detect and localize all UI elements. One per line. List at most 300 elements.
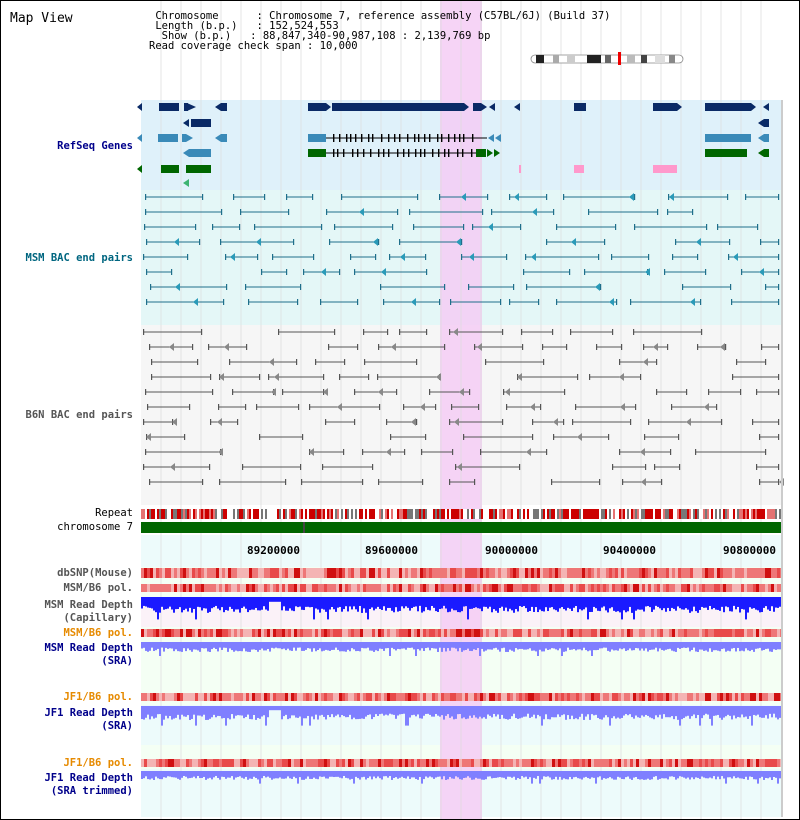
repeat-element <box>249 509 251 519</box>
read-depth-bar <box>727 771 729 777</box>
polymorphism-cell <box>354 584 357 592</box>
polymorphism-cell <box>216 759 219 767</box>
bac-end <box>379 404 380 410</box>
read-depth-bar <box>363 706 365 719</box>
polymorphism-cell <box>648 568 651 578</box>
polymorphism-cell <box>474 629 477 637</box>
repeat-element <box>159 509 161 519</box>
read-depth-bar <box>253 706 255 715</box>
polymorphism-cell <box>630 759 633 767</box>
read-depth-bar <box>755 642 757 649</box>
read-depth-bar <box>461 597 463 611</box>
exon <box>448 134 449 142</box>
read-depth-bar <box>753 706 755 715</box>
bac-end <box>728 254 729 260</box>
read-depth-bar <box>189 642 191 650</box>
bac-end <box>413 224 414 230</box>
read-depth-bar <box>429 642 431 650</box>
bac-end <box>765 284 766 290</box>
read-depth-bar <box>725 771 727 784</box>
read-depth-bar <box>549 771 551 777</box>
repeat-track[interactable] <box>141 509 781 519</box>
read-depth-bar <box>661 771 663 778</box>
polymorphism-cell <box>351 693 354 701</box>
polymorphism-cell <box>762 568 765 578</box>
read-depth-bar <box>365 706 367 717</box>
ideogram-position-marker <box>618 52 621 65</box>
read-depth-bar <box>591 706 593 714</box>
polymorphism-cell <box>144 584 147 592</box>
polymorphism-cell <box>468 693 471 701</box>
read-depth-bar <box>747 642 749 650</box>
repeat-element <box>649 509 651 519</box>
exon <box>350 134 351 142</box>
polymorphism-cell <box>621 568 624 578</box>
read-depth-bar <box>161 597 163 607</box>
read-depth-bar <box>665 642 667 650</box>
bac-end <box>656 359 657 365</box>
read-depth-bar <box>639 597 641 610</box>
repeat-element <box>743 509 745 519</box>
read-depth-bar <box>593 597 595 607</box>
polymorphism-cell <box>696 759 699 767</box>
polymorphism-cell <box>336 584 339 592</box>
repeat-element <box>603 509 605 519</box>
polymorphism-cell <box>738 759 741 767</box>
polymorphism-cell <box>228 629 231 637</box>
read-depth-bar <box>345 597 347 606</box>
polymorphism-cell <box>207 629 210 637</box>
repeat-element <box>495 509 497 519</box>
exon <box>437 134 438 142</box>
repeat-element <box>141 509 143 519</box>
read-depth-bar <box>503 706 505 718</box>
polymorphism-cell <box>654 584 657 592</box>
read-depth-bar <box>205 771 207 780</box>
bac-end <box>621 344 622 350</box>
bac-end <box>422 479 423 485</box>
polymorphism-cell <box>519 629 522 637</box>
polymorphism-cell <box>288 759 291 767</box>
read-depth-bar <box>441 642 443 652</box>
read-depth-bar <box>161 771 163 779</box>
polymorphism-cell <box>150 568 153 578</box>
bac-end <box>229 359 230 365</box>
bac-end <box>563 194 564 200</box>
read-depth-bar <box>587 642 589 651</box>
polymorphism-cell <box>240 629 243 637</box>
chromosome-ideogram[interactable] <box>531 52 683 65</box>
read-depth-bar <box>261 642 263 649</box>
read-depth-bar <box>321 597 323 609</box>
jf1-b6-pol-label-2[interactable]: JF1/B6 pol. <box>63 757 133 769</box>
read-depth-bar <box>451 642 453 648</box>
read-depth-bar <box>771 597 773 606</box>
read-depth-bar <box>397 771 399 779</box>
read-depth-bar <box>403 706 405 714</box>
polymorphism-cell <box>351 568 354 578</box>
read-depth-bar <box>743 706 745 717</box>
read-depth-bar <box>655 642 657 648</box>
polymorphism-cell <box>327 584 330 592</box>
read-depth-bar <box>467 706 469 719</box>
polymorphism-cell <box>729 693 732 701</box>
polymorphism-cell <box>447 568 450 578</box>
polymorphism-cell <box>699 759 702 767</box>
polymorphism-cell <box>189 584 192 592</box>
read-depth-bar <box>429 706 431 715</box>
read-depth-bar <box>673 706 675 719</box>
read-depth-bar <box>775 706 777 718</box>
polymorphism-cell <box>672 693 675 701</box>
exon <box>333 134 334 142</box>
bac-end <box>429 389 430 395</box>
repeat-element <box>347 509 349 519</box>
read-depth-bar <box>415 642 417 656</box>
bac-end <box>648 254 649 260</box>
read-depth-bar <box>285 597 287 611</box>
read-depth-bar <box>453 642 455 648</box>
bac-end <box>708 389 709 395</box>
repeat-element <box>241 509 243 519</box>
read-depth-bar <box>353 706 355 718</box>
read-depth-bar <box>199 642 201 652</box>
read-depth-bar <box>359 706 361 719</box>
read-depth-bar <box>591 597 593 612</box>
repeat-element <box>635 509 637 519</box>
read-depth-bar <box>573 597 575 608</box>
read-depth-bar <box>741 597 743 609</box>
polymorphism-cell <box>681 568 684 578</box>
read-depth-bar <box>383 642 385 651</box>
polymorphism-cell <box>618 693 621 701</box>
bac-end <box>697 254 698 260</box>
polymorphism-cell <box>642 568 645 578</box>
read-depth-bar <box>693 706 695 714</box>
polymorphism-cell <box>486 759 489 767</box>
read-depth-bar <box>555 706 557 717</box>
read-depth-bar <box>561 771 563 780</box>
read-depth-bar <box>275 706 277 710</box>
read-depth-bar <box>523 597 525 606</box>
polymorphism-cell <box>462 629 465 637</box>
read-depth-bar <box>681 706 683 719</box>
read-depth-bar <box>435 597 437 611</box>
read-depth-bar <box>439 771 441 777</box>
polymorphism-cell <box>348 693 351 701</box>
msm-b6-pol-label-2[interactable]: MSM/B6 pol. <box>63 627 133 639</box>
read-depth-bar <box>225 706 227 726</box>
repeat-label[interactable]: Repeat <box>95 507 133 519</box>
read-depth-bar <box>205 642 207 648</box>
polymorphism-cell <box>588 759 591 767</box>
read-depth-bar <box>415 597 417 606</box>
read-depth-bar <box>717 706 719 715</box>
read-depth-bar <box>253 642 255 649</box>
bac-end <box>678 434 679 440</box>
read-depth-bar <box>145 597 147 606</box>
polymorphism-cell <box>597 568 600 578</box>
bac-end <box>240 209 241 215</box>
repeat-element <box>183 509 185 519</box>
read-depth-bar <box>765 771 767 778</box>
polymorphism-cell <box>474 759 477 767</box>
read-depth-bar <box>695 642 697 652</box>
read-depth-bar <box>317 597 319 610</box>
repeat-element <box>411 509 413 519</box>
polymorphism-cell <box>465 629 468 637</box>
polymorphism-cell <box>417 584 420 592</box>
read-depth-bar <box>479 642 481 656</box>
repeat-element <box>283 509 285 519</box>
read-depth-bar <box>621 771 623 779</box>
read-depth-bar <box>187 706 189 715</box>
read-depth-bar <box>719 706 721 718</box>
bac-end <box>765 449 766 455</box>
polymorphism-cell <box>393 568 396 578</box>
polymorphism-cell <box>540 693 543 701</box>
read-depth-bar <box>483 597 485 607</box>
read-depth-bar <box>527 597 529 612</box>
bac-end <box>237 419 238 425</box>
dbsnp-label[interactable]: dbSNP(Mouse) <box>57 567 133 579</box>
repeat-element <box>623 509 625 519</box>
read-depth-bar <box>623 642 625 648</box>
polymorphism-cell <box>486 568 489 578</box>
polymorphism-cell <box>588 629 591 637</box>
read-depth-bar <box>779 706 781 718</box>
read-depth-bar <box>225 771 227 779</box>
read-depth-bar <box>469 706 471 716</box>
repeat-element <box>203 509 205 519</box>
repeat-element <box>335 509 337 519</box>
bac-end <box>264 194 265 200</box>
bac-end <box>372 464 373 470</box>
read-depth-bar <box>749 706 751 716</box>
polymorphism-cell <box>678 629 681 637</box>
repeat-element <box>751 509 753 519</box>
read-depth-bar <box>357 642 359 651</box>
read-depth-bar <box>287 706 289 719</box>
polymorphism-cell <box>504 568 507 578</box>
jf1-read-depth-sra-label[interactable]: JF1 Read Depth <box>44 707 133 719</box>
read-depth-bar <box>769 597 771 611</box>
read-depth-bar <box>755 597 757 610</box>
polymorphism-cell <box>225 759 228 767</box>
read-depth-bar <box>371 642 373 651</box>
polymorphism-cell <box>423 584 426 592</box>
read-depth-bar <box>583 771 585 778</box>
bac-end <box>566 344 567 350</box>
read-depth-bar <box>439 642 441 648</box>
repeat-element <box>419 509 421 519</box>
polymorphism-cell <box>156 568 159 578</box>
refseq-genes-label[interactable]: RefSeq Genes <box>57 140 133 152</box>
jf1-read-depth-trimmed-label[interactable]: JF1 Read Depth <box>44 772 133 784</box>
polymorphism-cell <box>642 693 645 701</box>
read-depth-bar <box>323 597 325 610</box>
polymorphism-cell <box>774 759 777 767</box>
read-depth-bar <box>401 706 403 714</box>
polymorphism-cell <box>750 759 753 767</box>
polymorphism-cell <box>630 629 633 637</box>
read-depth-bar <box>551 706 553 717</box>
read-depth-bar <box>445 597 447 608</box>
read-depth-bar <box>315 706 317 715</box>
vertical-scrollbar[interactable] <box>781 100 783 817</box>
polymorphism-cell <box>735 693 738 701</box>
polymorphism-cell <box>291 759 294 767</box>
polymorphism-cell <box>570 759 573 767</box>
read-depth-bar <box>729 771 731 777</box>
polymorphism-cell <box>720 629 723 637</box>
read-depth-bar <box>739 642 741 651</box>
repeat-element <box>299 509 301 519</box>
read-depth-bar <box>355 706 357 719</box>
read-depth-bar <box>657 771 659 780</box>
polymorphism-cell <box>306 584 309 592</box>
msm-read-depth-sra-label[interactable]: MSM Read Depth <box>44 642 133 654</box>
read-depth-bar <box>283 771 285 779</box>
read-depth-bar <box>615 706 617 719</box>
exon <box>448 149 449 157</box>
polymorphism-cell <box>336 693 339 701</box>
bac-end <box>546 449 547 455</box>
read-depth-bar <box>775 642 777 650</box>
read-depth-bar <box>413 771 415 777</box>
jf1-b6-pol-label[interactable]: JF1/B6 pol. <box>63 691 133 703</box>
polymorphism-cell <box>405 568 408 578</box>
repeat-element <box>215 509 217 519</box>
read-depth-bar <box>371 771 373 779</box>
polymorphism-cell <box>414 568 417 578</box>
repeat-element <box>761 509 763 519</box>
read-depth-bar <box>719 771 721 779</box>
polymorphism-cell <box>540 629 543 637</box>
polymorphism-cell <box>636 584 639 592</box>
polymorphism-cell <box>261 693 264 701</box>
polymorphism-cell <box>459 584 462 592</box>
read-depth-bar <box>447 597 449 612</box>
read-depth-bar <box>753 771 755 779</box>
read-depth-bar <box>183 597 185 610</box>
polymorphism-cell <box>408 693 411 701</box>
repeat-element <box>177 509 179 519</box>
polymorphism-cell <box>441 568 444 578</box>
read-depth-bar <box>433 642 435 648</box>
read-depth-bar <box>745 597 747 619</box>
repeat-element <box>627 509 629 519</box>
polymorphism-cell <box>633 568 636 578</box>
repeat-element <box>591 509 593 519</box>
read-depth-bar <box>651 771 653 779</box>
polymorphism-cell <box>231 759 234 767</box>
read-depth-bar <box>727 706 729 715</box>
repeat-element <box>399 509 401 519</box>
read-depth-bar <box>699 706 701 726</box>
polymorphism-cell <box>477 629 480 637</box>
read-depth-bar <box>245 706 247 717</box>
read-depth-bar <box>201 597 203 610</box>
bac-end <box>619 449 620 455</box>
polymorphism-cell <box>738 568 741 578</box>
bac-end <box>635 404 636 410</box>
read-depth-bar <box>327 771 329 779</box>
polymorphism-cell <box>741 629 744 637</box>
polymorphism-cell <box>660 693 663 701</box>
bac-end <box>221 209 222 215</box>
polymorphism-cell <box>738 584 741 592</box>
read-depth-bar <box>369 706 371 714</box>
read-depth-bar <box>637 706 639 717</box>
polymorphism-cell <box>219 759 222 767</box>
polymorphism-cell <box>708 759 711 767</box>
polymorphism-cell <box>531 759 534 767</box>
polymorphism-cell <box>762 629 765 637</box>
read-depth-bar <box>235 706 237 716</box>
repeat-element <box>471 509 473 519</box>
read-depth-bar <box>271 771 273 780</box>
polymorphism-cell <box>615 759 618 767</box>
repeat-element <box>705 509 707 519</box>
msm-bac-label[interactable]: MSM BAC end pairs <box>25 252 133 264</box>
read-depth-bar <box>213 706 215 715</box>
polymorphism-cell <box>678 759 681 767</box>
bac-end <box>187 254 188 260</box>
msm-b6-pol-label[interactable]: MSM/B6 pol. <box>63 582 133 594</box>
read-depth-bar <box>343 771 345 776</box>
read-depth-bar <box>439 597 441 609</box>
bac-end <box>143 464 144 470</box>
polymorphism-cell <box>345 568 348 578</box>
read-depth-bar <box>723 642 725 648</box>
read-depth-bar <box>259 771 261 784</box>
polymorphism-cell <box>330 584 333 592</box>
bac-end <box>339 269 340 275</box>
chromosome-label: chromosome 7 <box>57 521 133 533</box>
polymorphism-cell <box>546 568 549 578</box>
polymorphism-cell <box>330 759 333 767</box>
read-depth-bar <box>667 771 669 779</box>
polymorphism-cell <box>330 629 333 637</box>
polymorphism-cell <box>756 568 759 578</box>
read-depth-bar <box>633 706 635 719</box>
read-depth-bar <box>761 597 763 612</box>
read-depth-bar <box>181 642 183 652</box>
read-depth-bar <box>375 771 377 778</box>
polymorphism-cell <box>630 693 633 701</box>
polymorphism-cell <box>486 629 489 637</box>
read-depth-bar <box>751 642 753 650</box>
polymorphism-cell <box>576 629 579 637</box>
read-depth-bar <box>219 597 221 610</box>
polymorphism-cell <box>264 568 267 578</box>
read-depth-bar <box>303 706 305 718</box>
read-depth-bar <box>267 642 269 649</box>
polymorphism-cell <box>597 584 600 592</box>
read-depth-bar <box>253 597 255 610</box>
polymorphism-cell <box>498 629 501 637</box>
chromosome-bar[interactable] <box>141 522 781 533</box>
bac-end <box>532 419 533 425</box>
read-depth-bar <box>471 771 473 780</box>
polymorphism-cell <box>420 759 423 767</box>
b6n-bac-label[interactable]: B6N BAC end pairs <box>25 409 133 421</box>
read-depth-bar <box>159 771 161 779</box>
bac-end <box>599 479 600 485</box>
msm-read-depth-capillary-label[interactable]: MSM Read Depth <box>44 599 133 611</box>
read-depth-bar <box>337 771 339 777</box>
